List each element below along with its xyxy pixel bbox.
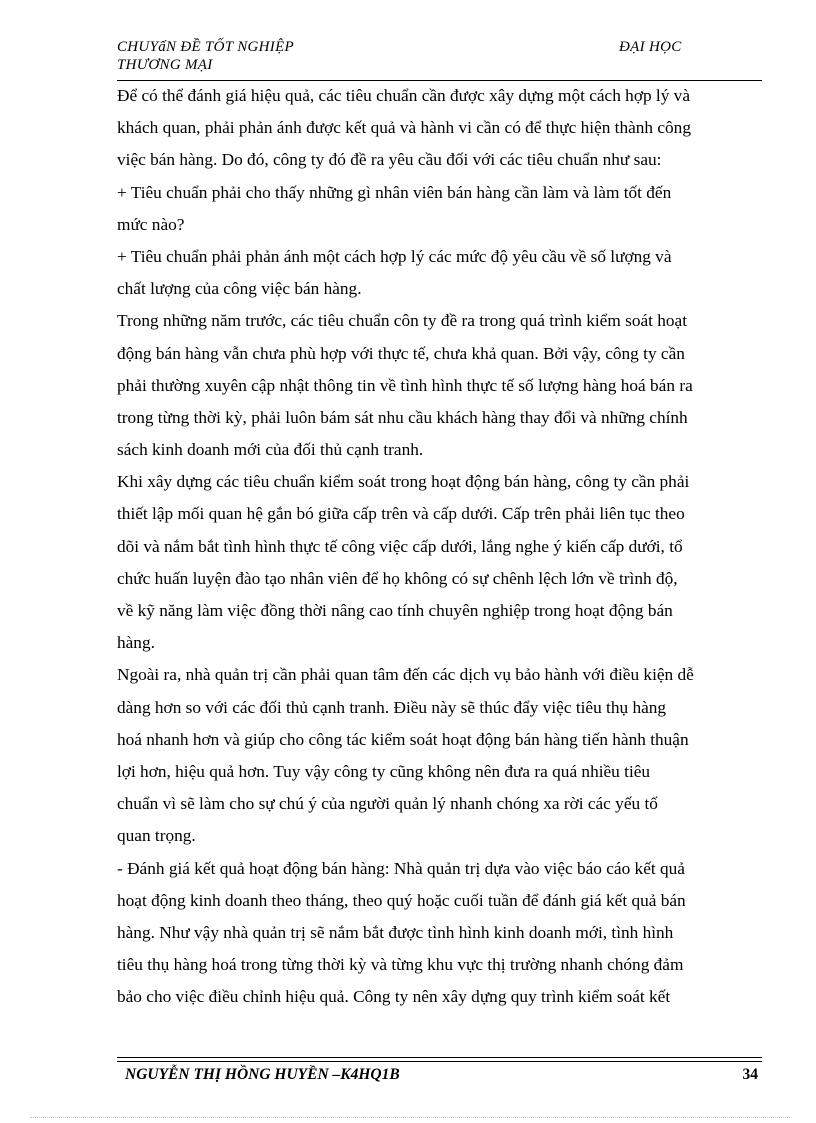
- text-line: lợi hơn, hiệu quả hơn. Tuy vậy công ty cũng không nên đưa ra quá nhiều tiêu: [117, 761, 651, 781]
- text-line: mức nào?: [117, 214, 185, 234]
- text-line: hoạt động kinh doanh theo tháng, theo quý hoặc cuối tuần để đánh giá kết quả bán: [117, 890, 686, 910]
- text-line: trong từng thời kỳ, phải luôn bám sát nhu cầu khách hàng thay đổi và những chính: [117, 407, 688, 427]
- text-line: sách kinh doanh mới của đối thủ cạnh tranh.: [117, 440, 424, 460]
- footer-author: NGUYỄN THỊ HỒNG HUYỀN –K4HQ1B: [125, 1066, 400, 1083]
- text-line: + Tiêu chuẩn phải cho thấy những gì nhân viên bán hàng cần làm và làm tốt đến: [117, 182, 672, 202]
- text-line: chất lượng của công việc bán hàng.: [117, 279, 362, 299]
- footer-divider-top: [117, 1057, 762, 1058]
- text-line: + Tiêu chuẩn phải phản ánh một cách hợp lý các mức độ yêu cầu về số lượng và: [117, 246, 672, 266]
- document-body: [117, 80, 765, 1013]
- footer-divider-bottom: [117, 1061, 762, 1062]
- text-line: Khi xây dựng các tiêu chuẩn kiểm soát trong hoạt động bán hàng, công ty cần phải: [117, 472, 690, 492]
- header-title-line1: CHUYấN ĐỀ TỐT NGHIỆP: [117, 39, 294, 55]
- text-line: - Đánh giá kết quả hoạt động bán hàng: Nhà quản trị dựa vào việc báo cáo kết quả: [117, 858, 685, 878]
- text-line: khách quan, phải phản ánh được kết quả và hành vi cần có để thực hiện thành công: [117, 118, 691, 138]
- header-right: ĐẠI HỌC: [619, 39, 682, 55]
- text-line: quan trọng.: [117, 826, 196, 846]
- text-line: động bán hàng vẫn chưa phù hợp với thực tế, chưa khả quan. Bởi vậy, công ty cần: [117, 343, 685, 363]
- page-number: 34: [742, 1066, 758, 1083]
- text-line: chức huấn luyện đào tạo nhân viên để họ không có sự chênh lệch lớn về trình độ,: [117, 568, 678, 588]
- text-line: dàng hơn so với các đối thủ cạnh tranh. Điều này sẽ thúc đẩy việc tiêu thụ hàng: [117, 697, 667, 717]
- page-header: [117, 38, 762, 80]
- text-line: hàng.: [117, 633, 155, 653]
- text-line: chuẩn vì sẽ làm cho sự chú ý của người quản lý nhanh chóng xa rời các yếu tố: [117, 794, 658, 814]
- header-title-line2: THƯƠNG MẠI: [117, 57, 213, 73]
- text-line: Để có thể đánh giá hiệu quả, các tiêu chuẩn cần được xây dựng một cách hợp lý và: [117, 86, 690, 105]
- text-line: phải thường xuyên cập nhật thông tin về tình hình thực tế số lượng hàng hoá bán ra: [117, 375, 693, 395]
- text-line: hoá nhanh hơn và giúp cho công tác kiểm soát hoạt động bán hàng tiến hành thuận: [117, 729, 689, 749]
- text-line: việc bán hàng. Do đó, công ty đó đề ra yêu cầu đối với các tiêu chuẩn như sau:: [117, 150, 662, 170]
- text-line: tiêu thụ hàng hoá trong từng thời kỳ và từng khu vực thị trường nhanh chóng đảm: [117, 955, 684, 975]
- text-line: hàng. Như vậy nhà quản trị sẽ nắm bắt được tình hình kinh doanh mới, tình hình: [117, 922, 674, 942]
- text-line: bảo cho việc điều chỉnh hiệu quả. Công ty nên xây dựng quy trình kiểm soát kết: [117, 987, 671, 1007]
- page-footer: [125, 1064, 760, 1086]
- text-line: Ngoài ra, nhà quản trị cần phải quan tâm đến các dịch vụ bảo hành với điều kiện dễ: [117, 665, 694, 685]
- text-line: dõi và nắm bắt tình hình thực tế công việc cấp dưới, lắng nghe ý kiến cấp dưới, tổ: [117, 536, 683, 556]
- text-line: thiết lập mối quan hệ gắn bó giữa cấp trên và cấp dưới. Cấp trên phải liên tục theo: [117, 504, 685, 524]
- header-left: [117, 38, 294, 74]
- text-line: về kỹ năng làm việc đồng thời nâng cao tính chuyên nghiệp trong hoạt động bán: [117, 601, 673, 620]
- text-line: Trong những năm trước, các tiêu chuẩn côn ty đề ra trong quá trình kiểm soát hoạt: [117, 311, 688, 331]
- page-bottom-dotted-line: [30, 1117, 790, 1118]
